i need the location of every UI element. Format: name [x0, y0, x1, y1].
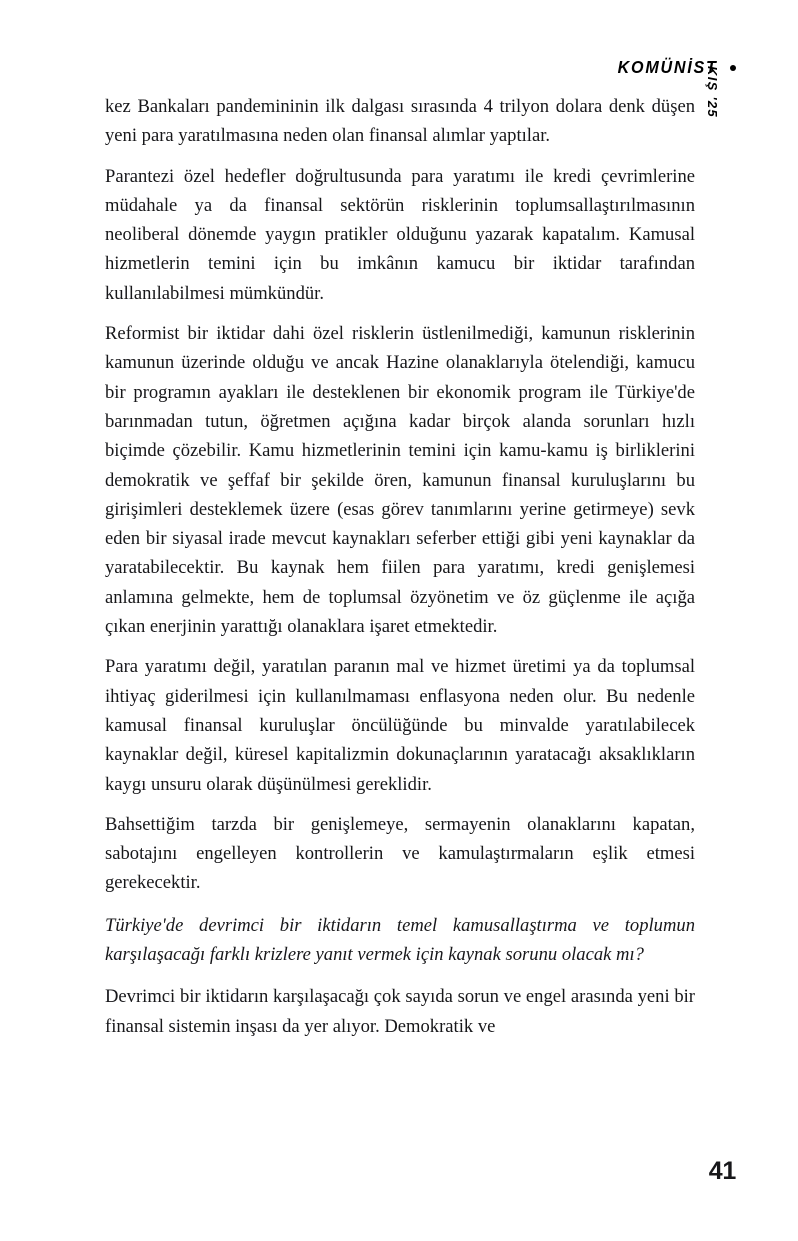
paragraph: Reformist bir iktidar dahi özel risklerin üstlenilmediği, kamunun risklerinin kamunun üzerinde olduğu ve ancak Hazine olanaklarıyla ötelendiği, kamucu bir programın ayakları ile desteklenen bir ekonomik program ile Türkiye'de barınmadan tutun, öğretmen açığına kadar birçok alanda sorunları hızlı biçimde çözebilir. Kamu hizmetlerinin temini için kamu-kamu iş birliklerini demokratik ve şeffaf bir şekilde ören, kamunun finansal kuruluşlarını bu girişimleri desteklemek üzere (esas görev tanımlarını yerine getirmeye) sevk eden bir siyasal irade mevcut kaynakları seferber ettiği gibi yeni kaynaklar da yaratabilecektir. Bu kaynak hem fiilen para yaratımı, kredi genişlemesi anlamına gelmekte, hem de toplumsal özyönetim ve öz güçlenme ile açığa çıkan enerjinin yarattığı olanaklara işaret etmektedir.	[105, 323, 695, 638]
running-head-title: KOMÜNİST	[618, 57, 718, 78]
paragraph: kez Bankaları pandemininin ilk dalgası sırasında 4 trilyon dolara denk düşen yeni para yaratılmasına neden olan finansal alımlar yaptılar.	[105, 96, 695, 147]
issue-label: KIŞ '25	[705, 66, 721, 118]
paragraph: Devrimci bir iktidarın karşılaşacağı çok sayıda sorun ve engel arasında yeni bir finansal sistemin inşası da yer alıyor. Demokratik ve	[105, 986, 695, 1037]
page-number: 41	[708, 1157, 736, 1185]
bullet-dot-icon	[730, 65, 736, 71]
body-text-column	[105, 92, 695, 1041]
paragraph: Bahsettiğim tarzda bir genişlemeye, sermayenin olanaklarını kapatan, sabotajını engelleyen kontrollerin ve kamulaştırmaların eşlik etmesi gerekecektir.	[105, 813, 695, 894]
paragraph: Para yaratımı değil, yaratılan paranın mal ve hizmet üretimi ya da toplumsal ihtiyaç giderilmesi için kullanılmaması enflasyona neden olur. Bu nedenle kamusal finansal kuruluşlar öncülüğünde bu minvalde yaratılabilecek kaynaklar değil, küresel kapitalizmin dokunaçlarının yaratacağı aksaklıkların kaygı unsuru olarak düşünülmesi gereklidir.	[105, 656, 695, 795]
interview-question: Türkiye'de devrimci bir iktidarın temel kamusallaştırma ve toplumun karşılaşacağı farklı krizlere yanıt vermek için kaynak sorunu olacak mı?	[105, 914, 695, 966]
paragraph: Parantezi özel hedefler doğrultusunda para yaratımı ile kredi çevrimlerine müdahale ya da finansal sektörün risklerinin toplumsallaştırılmasının neoliberal dönemde yaygın pratikler olduğunu yazarak kapatalım. Kamusal hizmetlerin temini için bu imkânın kamucu bir iktidar tarafından kullanılabilmesi mümkündür.	[105, 165, 695, 304]
